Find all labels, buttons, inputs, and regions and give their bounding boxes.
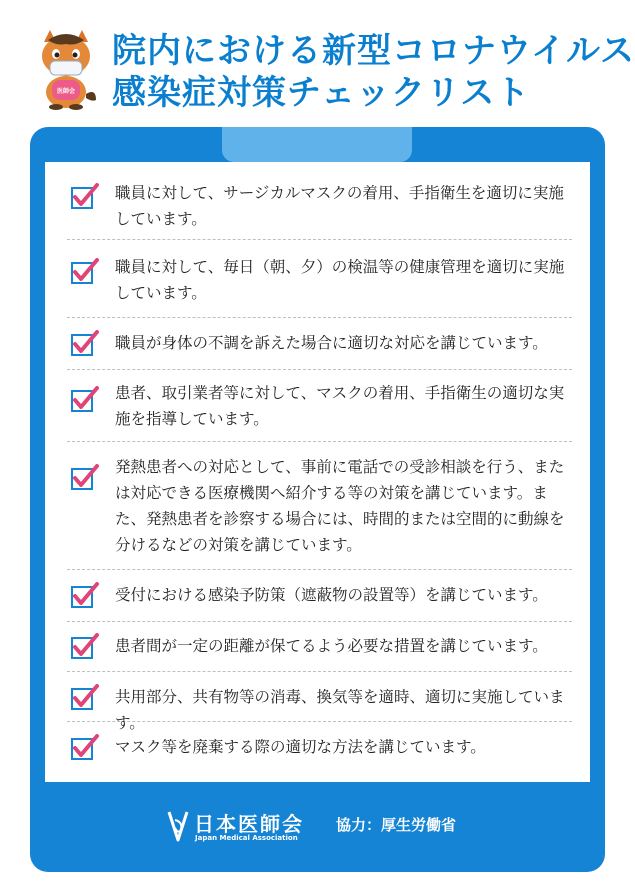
page-title xyxy=(112,30,635,114)
header xyxy=(0,0,635,125)
checklist-item-text: 患者、取引業者等に対して、マスクの着用、手指衛生の適切な実施を指導しています。 xyxy=(115,384,565,428)
checklist-sheet xyxy=(45,162,590,782)
panel-tab xyxy=(222,127,412,162)
horse-mascot-icon xyxy=(30,28,102,110)
checklist-item-text: 共用部分、共有物等の消毒、換気等を適時、適切に実施しています。 xyxy=(115,688,565,732)
checklist-panel xyxy=(30,127,605,872)
checklist-item-text: 職員が身体の不調を訴えた場合に適切な対応を講じています。 xyxy=(115,334,548,352)
checked-box-icon xyxy=(71,258,99,284)
jma-logo-icon xyxy=(167,810,189,844)
checked-box-icon xyxy=(71,684,99,710)
checked-box-icon xyxy=(71,464,99,490)
checklist-item xyxy=(67,672,572,732)
checked-box-icon xyxy=(71,582,99,608)
checked-box-icon xyxy=(71,386,99,412)
page-title-line1: 院内における新型コロナウイルス xyxy=(112,31,635,71)
checked-box-icon xyxy=(71,330,99,356)
checklist-item xyxy=(67,442,572,570)
mascot-badge: 医師会 xyxy=(56,88,76,95)
footer xyxy=(30,782,605,872)
checked-box-icon xyxy=(71,633,99,659)
checklist-item xyxy=(67,370,572,442)
checklist-item-text: マスク等を廃棄する際の適切な方法を講じています。 xyxy=(115,738,486,756)
checklist-item xyxy=(67,570,572,622)
checklist-item-text: 受付における感染予防策（遮蔽物の設置等）を講じています。 xyxy=(115,586,548,604)
checklist-item xyxy=(67,240,572,318)
checklist-item xyxy=(67,176,572,240)
checked-box-icon xyxy=(71,183,99,209)
checklist-item xyxy=(67,622,572,672)
checklist-item-text: 発熱患者への対応として、事前に電話での受診相談を行う、または対応できる医療機関へ紹介する等の対策を講じています。また、発熱患者を診察する場合には、時間的または空間的に動線を分けるなどの対策を講じています。 xyxy=(115,458,565,554)
checklist-item-text: 職員に対して、サージカルマスクの着用、手指衛生を適切に実施しています。 xyxy=(115,184,564,228)
org-name: 日本医師会 xyxy=(194,812,304,836)
checklist-item-text: 職員に対して、毎日（朝、夕）の検温等の健康管理を適切に実施しています。 xyxy=(115,258,565,302)
cooperation-credit: 協力：厚生労働省 xyxy=(336,816,457,834)
org-name-en: Japan Medical Association xyxy=(195,834,298,842)
checklist-item-text: 患者間が一定の距離が保てるよう必要な措置を講じています。 xyxy=(115,637,548,655)
checklist-item xyxy=(67,318,572,370)
jma-logo xyxy=(167,810,317,850)
checklist-item xyxy=(67,722,572,772)
page-title-line2: 感染症対策チェックリスト xyxy=(112,73,531,113)
checked-box-icon xyxy=(71,734,99,760)
